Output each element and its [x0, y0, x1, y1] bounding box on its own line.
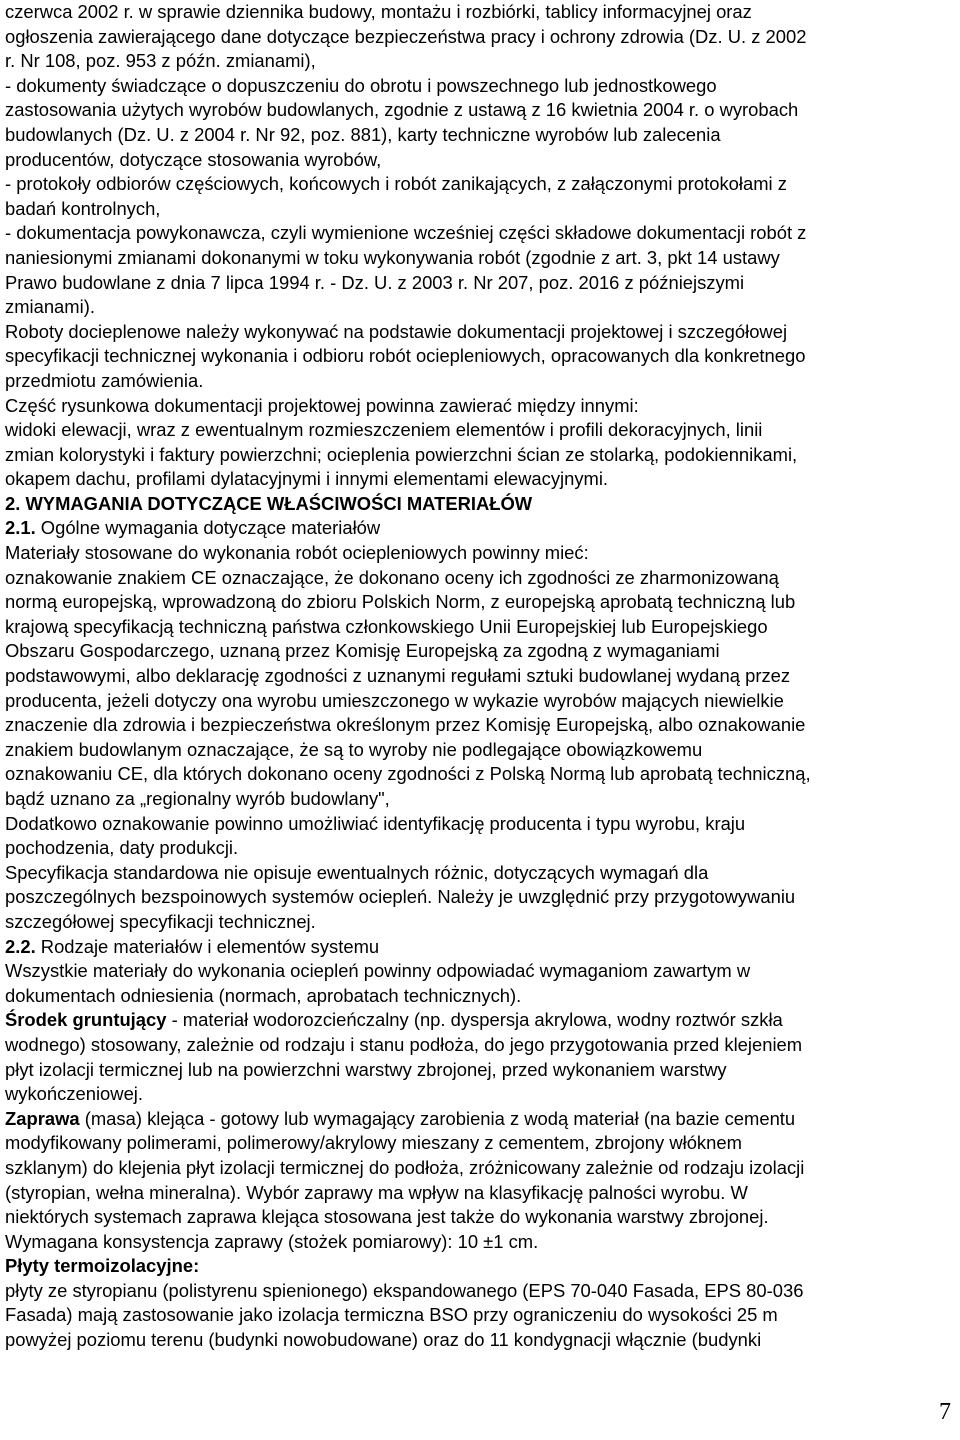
subsection-number: 2.2. — [5, 935, 36, 957]
paragraph-acceptance-protocols: - protokoły odbiorów częściowych, końcowych i robót zanikających, z załączonymi protokołami z badań kontrolnych, — [5, 173, 787, 219]
subsection-heading-2-2 — [5, 935, 955, 960]
paragraph-reference-documents: Wszystkie materiały do wykonania ociepleń powinny odpowiadać wymaganiom zawartym w dokumentach odniesienia (normach, aprobatach technicznych). — [5, 960, 751, 1006]
paragraph-primer — [5, 1008, 955, 1106]
adhesive-description: (masa) klejąca - gotowy lub wymagający zarobienia z wodą materiał (na bazie cementu modyfikowany polimerami, polimerowy/akrylowy mieszany z cementem, zbrojony włóknem szklanym) do klejenia płyt izolacji termicznej do podłoża, zróżnicowany zależnie od rodzaju izolacji (styropian, wełna mineralna). Wybór zaprawy ma wpływ na klasyfikację palności wyrobu. W niektórych systemach zaprawa klejąca stosowana jest także do wykonania warstwy zbrojonej. Wymagana konsystencja zaprawy (stożek pomiarowy): 10 ±1 cm. — [5, 1107, 805, 1252]
paragraph-insulation-works-basis: Roboty docieplenowe należy wykonywać na podstawie dokumentacji projektowej i szczegółowej specyfikacji technicznej wykonania i odbioru robót ociepleniowych, opracowanych dla konkretnego przedmiotu zamówienia. — [5, 320, 806, 391]
subsection-number: 2.1. — [5, 517, 36, 539]
paragraph-drawing-part-intro: Część rysunkowa dokumentacji projektowej powinna zawierać między innymi: — [5, 394, 639, 416]
paragraph-specification-scope: Specyfikacja standardowa nie opisuje ewentualnych różnic, dotyczących wymagań dla poszczególnych bezspoinowych systemów ociepleń. Należy je uwzględnić przy przygotowywaniu szczegółowej specyfikacji technicznej. — [5, 861, 796, 932]
subsection-title: Rodzaje materiałów i elementów systemu — [35, 935, 380, 957]
paragraph-eps-boards: płyty ze styropianu (polistyrenu spienionego) ekspandowanego (EPS 70-040 Fasada, EPS 80-036 Fasada) mają zastosowanie jako izolacja termiczna BSO przy ograniczeniu do wysokości 25 m powyżej poziomu terenu (budynki nowobudowane) oraz do 11 kondygnacji włącznie (budynki — [5, 1279, 804, 1351]
paragraph-product-documents: - dokumenty świadczące o dopuszczeniu do obrotu i powszechnego lub jednostkowego zastosowania użytych wyrobów budowlanych, zgodnie z ustawą z 16 kwietnia 2004 r. o wyrobach budowlanych (Dz. U. z 2004 r. Nr 92, poz. 881), karty techniczne wyrobów lub zalecenia producentów, dotyczące stosowania wyrobów, — [5, 74, 799, 170]
paragraph-additional-marking: Dodatkowo oznakowanie powinno umożliwiać identyfikację producenta i typu wyrobu, kraju pochodzenia, daty produkcji. — [5, 812, 746, 859]
section-heading-2: 2. WYMAGANIA DOTYCZĄCE WŁAŚCIWOŚCI MATERIAŁÓW — [5, 492, 533, 514]
paragraph-drawing-part-contents: widoki elewacji, wraz z ewentualnym rozmieszczeniem elementów i profili dekoracyjnych, linii zmian kolorystyki i faktury powierzchni; ocieplenia powierzchni ścian ze stolarką, podokiennikami, okapem dachu, profilami dylatacyjnymi i innymi elementami elewacyjnymi. — [5, 419, 798, 490]
paragraph-adhesive-mortar — [5, 1107, 955, 1255]
subsection-heading-2-1 — [5, 516, 955, 541]
heading-insulation-boards: Płyty termoizolacyjne: — [5, 1255, 200, 1277]
paragraph-materials-requirements: Materiały stosowane do wykonania robót ociepleniowych powinny mieć: — [5, 542, 589, 564]
term-adhesive: Zaprawa — [5, 1107, 80, 1129]
page-number: 7 — [939, 1399, 951, 1425]
subsection-title: Ogólne wymagania dotyczące materiałów — [35, 517, 381, 539]
document-page — [5, 0, 955, 1353]
term-primer: Środek gruntujący — [5, 1009, 167, 1031]
paragraph-regulation-reference: czerwca 2002 r. w sprawie dziennika budowy, montażu i rozbiórki, tablicy informacyjnej oraz ogłoszenia zawierającego dane dotyczące bezpieczeństwa pracy i ochrony zdrowia (Dz. U. z 2002 r. Nr 108, poz. 953 z późn. zmianami), — [5, 1, 807, 72]
primer-description: - materiał wodorozcieńczalny (np. dyspersja akrylowa, wodny roztwór szkła wodnego) stosowany, zależnie od rodzaju i stanu podłoża, do jego przygotowania przed klejeniem płyt izolacji termicznej lub na powierzchni warstwy zbrojonej, przed wykonaniem warstwy wykończeniowej. — [5, 1009, 803, 1105]
paragraph-ce-marking: oznakowanie znakiem CE oznaczające, że dokonano oceny ich zgodności ze zharmonizowaną normą europejską, wprowadzoną do zbioru Polskich Norm, z europejską aprobatą techniczną lub krajową specyfikacją techniczną państwa członkowskiego Unii Europejskiej lub Europejskiego Obszaru Gospodarczego, uznaną przez Komisję Europejską za zgodną z wymaganiami podstawowymi, albo deklarację zgodności z uznanymi regułami sztuki budowlanej wydaną przez producenta, jeżeli dotyczy ona wyrobu umieszczonego w wykazie wyrobów mających niewielkie znaczenie dla zdrowia i bezpieczeństwa określonym przez Komisję Europejską, albo oznakowanie znakiem budowlanym oznaczające, że są to wyroby nie podlegające obowiązkowemu oznakowaniu CE, dla których dokonano oceny zgodności z Polską Normą lub aprobatą techniczną, bądź uznano za „regionalny wyrób budowlany", — [5, 566, 811, 809]
paragraph-as-built-documentation: - dokumentacja powykonawcza, czyli wymienione wcześniej części składowe dokumentacji robót z naniesionymi zmianami dokonanymi w toku wykonywania robót (zgodnie z art. 3, pkt 14 ustawy Prawo budowlane z dnia 7 lipca 1994 r. - Dz. U. z 2003 r. Nr 207, poz. 2016 z późniejszymi zmianami). — [5, 222, 807, 318]
